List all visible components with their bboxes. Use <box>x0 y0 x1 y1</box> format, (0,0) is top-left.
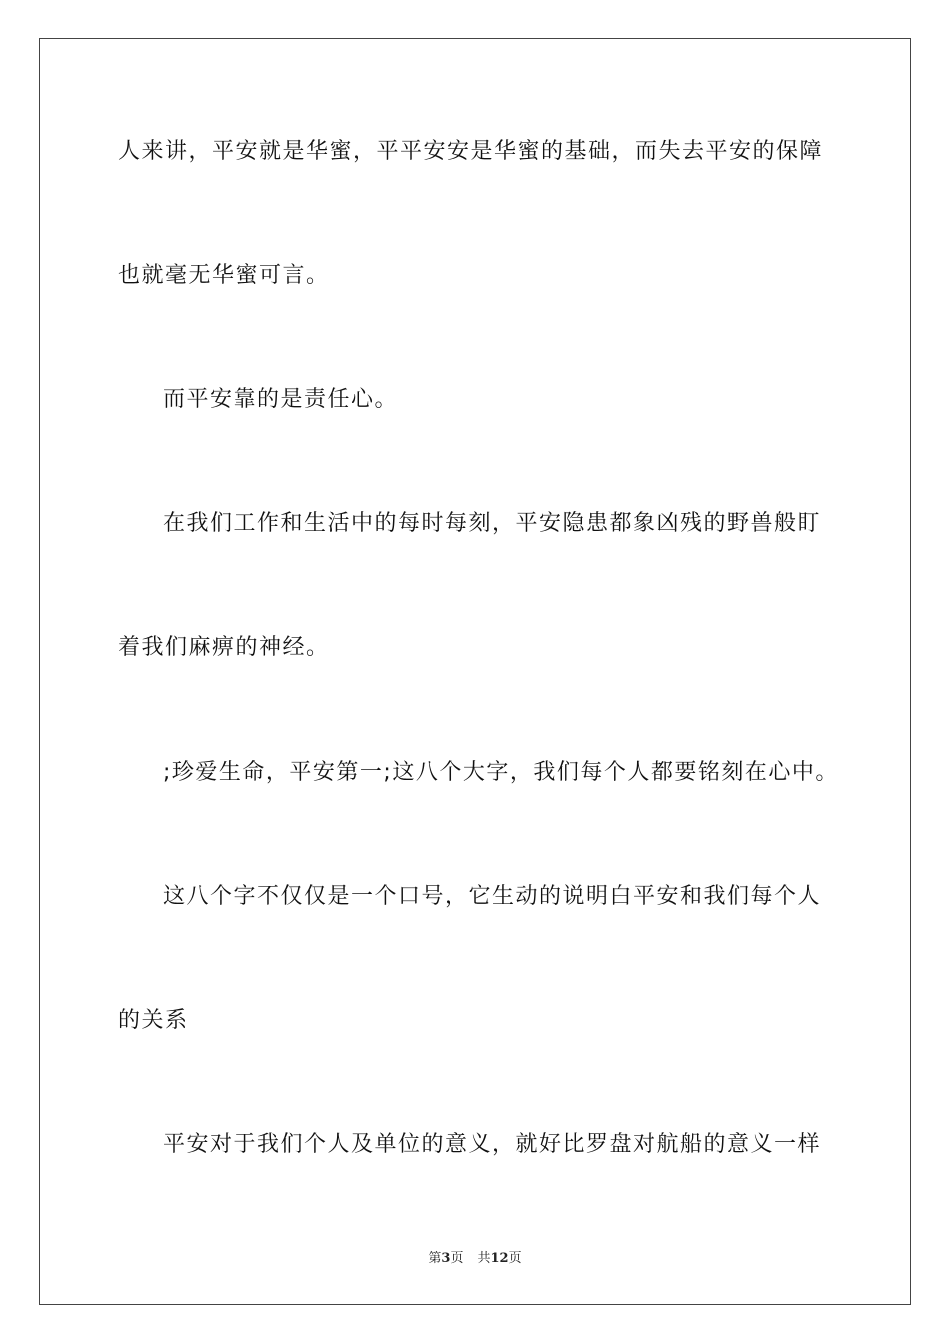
body-text-line-4: 在我们工作和生活中的每时每刻，平安隐患都象凶残的野兽般盯 <box>163 511 822 536</box>
body-text-line-7: 这八个字不仅仅是一个口号，它生动的说明白平安和我们每个人 <box>163 884 822 909</box>
body-text-line-1: 人来讲，平安就是华蜜，平平安安是华蜜的基础，而失去平安的保障 <box>118 139 824 164</box>
total-pages-number: 12 <box>490 1251 509 1266</box>
total-prefix: 共 <box>477 1251 491 1266</box>
body-text-line-2: 也就毫无华蜜可言。 <box>118 263 330 288</box>
body-text-line-9: 平安对于我们个人及单位的意义，就好比罗盘对航船的意义一样 <box>163 1132 822 1157</box>
body-text-line-5: 着我们麻痹的神经。 <box>118 635 330 660</box>
body-text-line-3: 而平安靠的是责任心。 <box>163 387 399 412</box>
page-suffix: 页 <box>450 1251 464 1266</box>
body-text-line-8: 的关系 <box>118 1008 189 1033</box>
page-prefix: 第 <box>428 1251 442 1266</box>
page-footer <box>0 1247 950 1266</box>
body-text-line-6: ;珍爱生命，平安第一;这八个大字，我们每个人都要铭刻在心中。 <box>163 760 839 785</box>
current-page-number: 3 <box>441 1251 451 1266</box>
page-frame <box>39 38 911 1305</box>
total-suffix: 页 <box>508 1251 522 1266</box>
